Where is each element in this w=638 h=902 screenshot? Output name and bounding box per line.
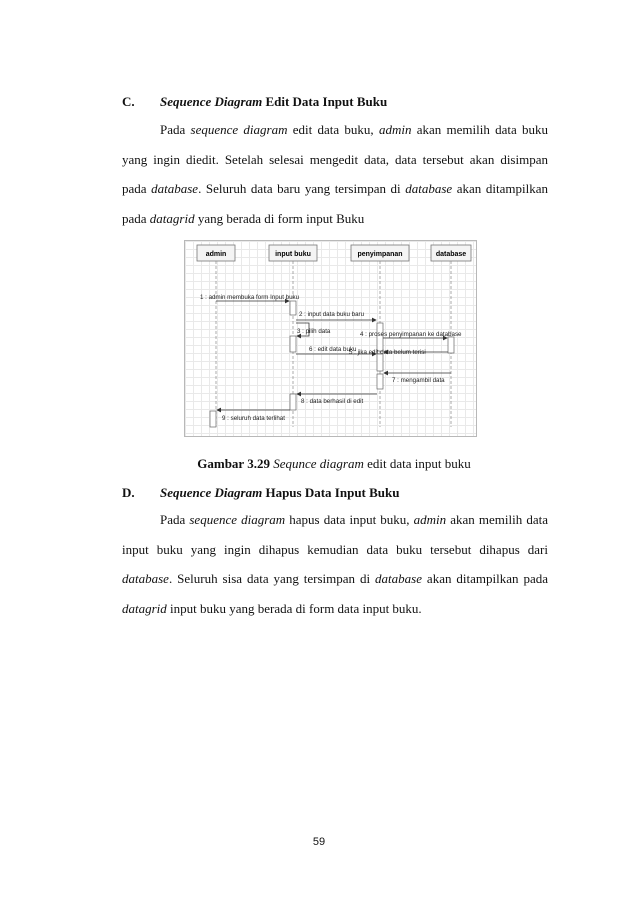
- message-3-label: 3 : pilih data: [297, 328, 331, 335]
- lifeline-penyimpanan-label: penyimpanan: [357, 251, 403, 258]
- section-d-title-rest: Hapus Data Input Buku: [262, 485, 400, 500]
- paragraph-text: . Seluruh data baru yang tersimpan di: [198, 181, 406, 196]
- section-c-title-italic: Sequence Diagram: [160, 94, 263, 109]
- paragraph-text: . Seluruh sisa data yang tersimpan di: [168, 571, 376, 586]
- section-d-title: [160, 485, 400, 501]
- section-c-title: [160, 94, 387, 110]
- italic-term: database: [122, 571, 169, 586]
- section-d-paragraph: [122, 505, 548, 623]
- section-c-label: C.: [122, 94, 135, 109]
- paragraph-text: hapus data input buku,: [285, 512, 414, 527]
- message-6-label: 6 : edit data buku: [309, 346, 357, 353]
- message-9-label: 9 : seluruh data terlihat: [222, 415, 285, 422]
- activation-penyimpanan-3: [377, 374, 383, 389]
- activation-penyimpanan-2: [377, 354, 383, 371]
- paragraph-text: Pada: [160, 512, 190, 527]
- paragraph-text: input buku yang berada di form data input buku.: [166, 600, 422, 616]
- lifeline-admin: [197, 245, 235, 427]
- paragraph-text: yang berada di form input Buku: [194, 210, 365, 226]
- message-5: [349, 349, 448, 356]
- activation-database: [448, 337, 454, 353]
- message-9: [217, 410, 290, 422]
- section-d-label: D.: [122, 485, 135, 500]
- section-c-paragraph: [122, 115, 548, 233]
- message-1: [200, 294, 300, 301]
- message-7: [384, 373, 451, 384]
- figure-caption-rest: edit data input buku: [363, 456, 471, 471]
- lifeline-input-buku-label: input buku: [275, 251, 311, 258]
- message-8: [297, 394, 377, 405]
- sequence-diagram-figure: [184, 240, 477, 437]
- italic-term: datagrid: [122, 600, 167, 616]
- italic-term: admin: [378, 122, 412, 137]
- figure-caption: [0, 456, 638, 472]
- section-c-title-rest: Edit Data Input Buku: [262, 94, 388, 109]
- message-4-label: 4 : proses penyimpanan ke database: [360, 331, 462, 338]
- italic-term: database: [151, 181, 199, 196]
- message-5-label: 5 : jika edit data belum terisi: [349, 349, 426, 356]
- paragraph-text: akan ditampilkan pada: [122, 181, 548, 226]
- figure-caption-label: Gambar 3.29: [197, 456, 270, 471]
- page-number: 59: [312, 836, 326, 848]
- paragraph-text: akan memilih data input buku yang ingin dihapus kemudian data buku tersebut dihapus dari: [122, 512, 548, 557]
- lifeline-database-label: database: [435, 251, 467, 258]
- activation-admin: [210, 411, 216, 427]
- italic-term: admin: [413, 512, 447, 527]
- message-8-label: 8 : data berhasil di edit: [301, 398, 364, 405]
- paragraph-text: akan memilih data buku yang ingin diedit. Setelah selesai mengedit data, data tersebut akan disimpan pada: [122, 122, 548, 196]
- lifeline-admin-label: admin: [205, 251, 227, 258]
- message-4: [360, 331, 462, 338]
- sequence-diagram: [185, 241, 477, 437]
- message-3: [296, 323, 331, 336]
- italic-term: datagrid: [149, 210, 195, 226]
- activation-input-buku-2: [290, 336, 296, 352]
- activation-input-buku-1: [290, 301, 296, 315]
- message-7-label: 7 : mengambil data: [392, 377, 445, 384]
- message-1-label: 1 : admin membuka form Input buku: [200, 294, 300, 301]
- paragraph-text: Pada: [160, 122, 191, 137]
- activation-input-buku-3: [290, 394, 296, 410]
- message-2: [296, 311, 376, 320]
- italic-term: database: [375, 571, 422, 586]
- paragraph-text: edit data buku,: [287, 122, 379, 137]
- italic-term: sequence diagram: [190, 122, 288, 137]
- message-2-label: 2 : input data buku baru: [299, 311, 365, 318]
- italic-term: sequence diagram: [189, 512, 286, 527]
- section-d-title-italic: Sequence Diagram: [160, 485, 263, 500]
- figure-caption-italic: Sequnce diagram: [273, 456, 364, 471]
- italic-term: database: [405, 181, 453, 196]
- paragraph-text: akan ditampilkan pada: [421, 571, 548, 586]
